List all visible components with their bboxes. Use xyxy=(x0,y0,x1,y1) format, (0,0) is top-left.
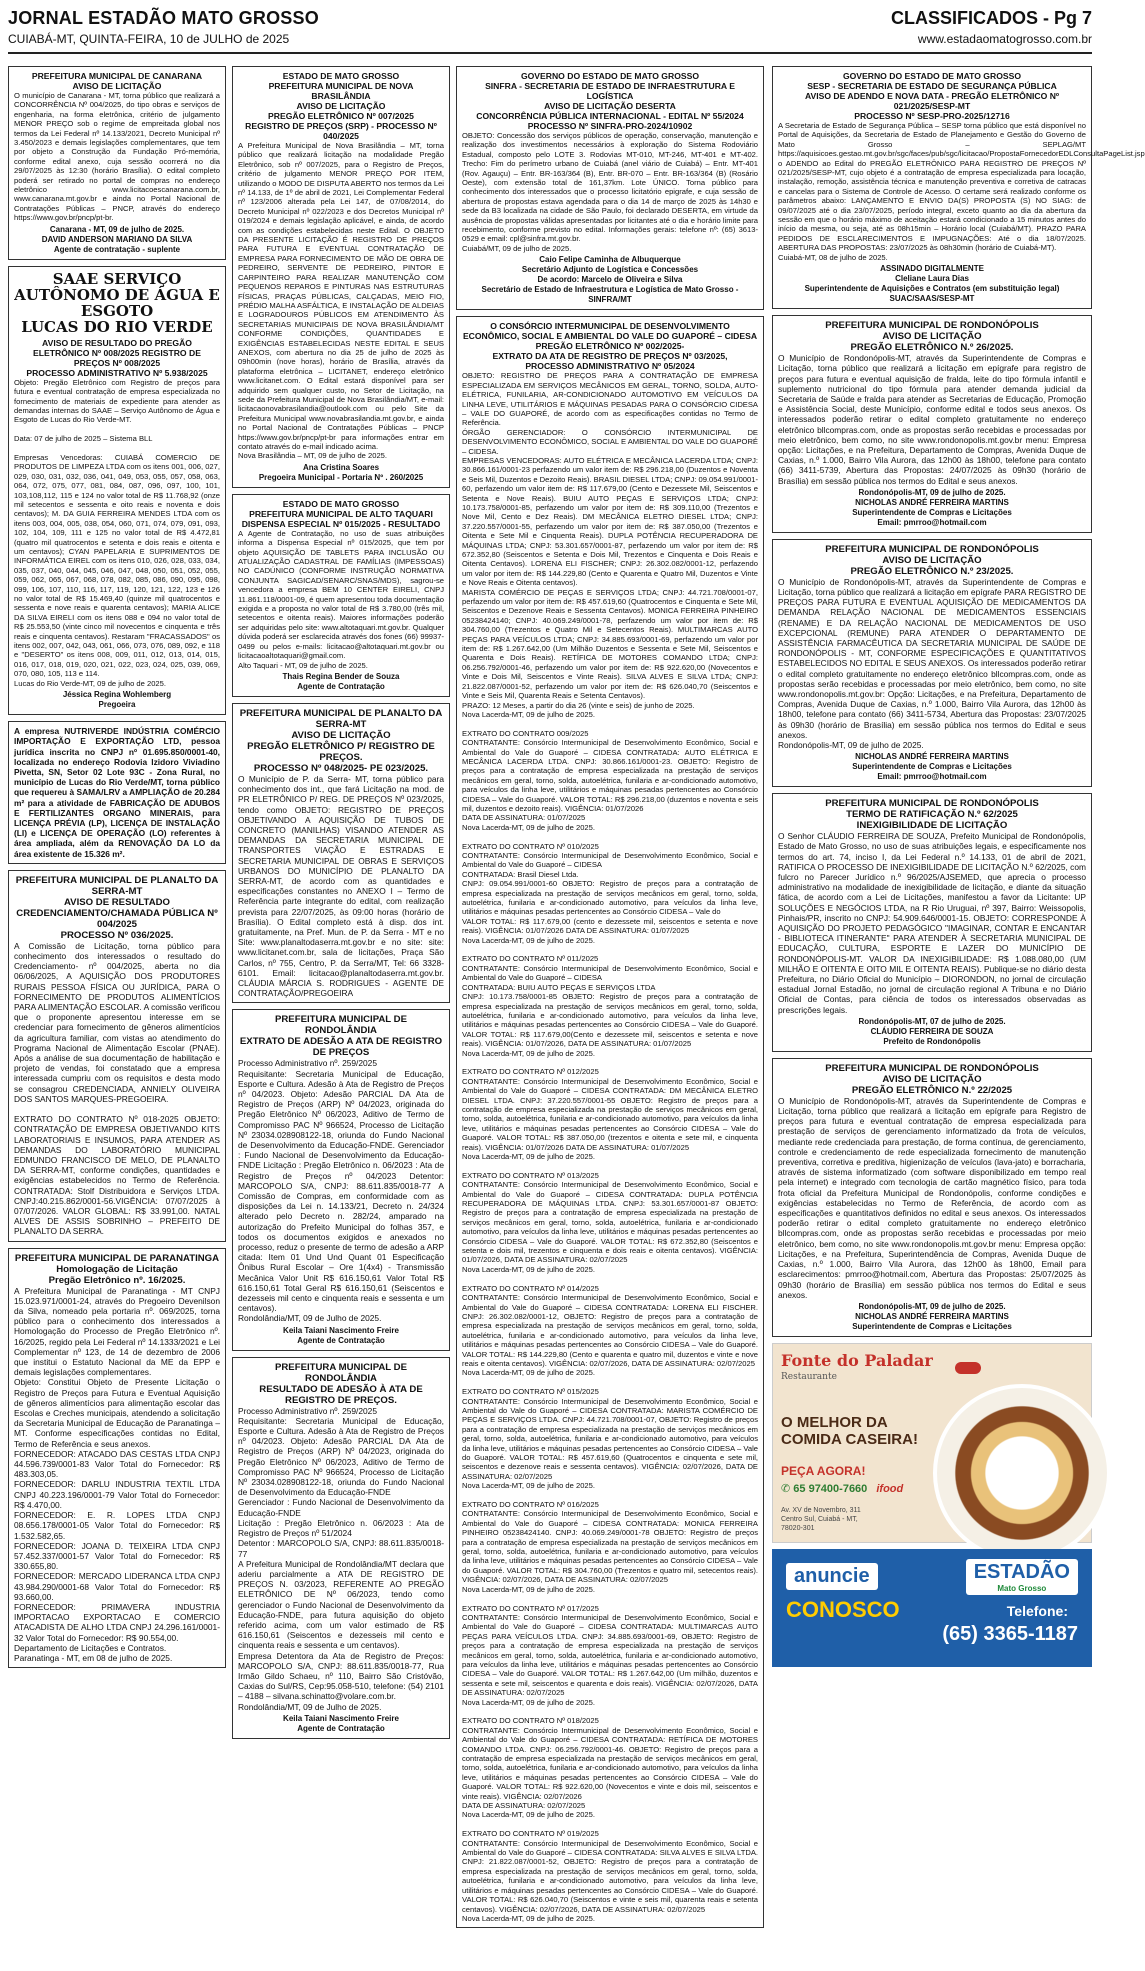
notice-signature: NICHOLAS ANDRÉ FERREIRA MARTINS Superintendente de Compras e Licitações Email: pmrroo@hotmail.com xyxy=(852,752,1012,782)
notice-alto-taquari xyxy=(232,494,450,697)
notice-signature: Rondonópolis-MT, 07 de julho de 2025. CLÁUDIO FERREIRA DE SOUZA Prefeito de Rondonópolis xyxy=(858,1016,1006,1046)
notice-signature: Jéssica Regina Wohlemberg Pregoeira xyxy=(62,690,172,710)
notice-nova-brasilandia xyxy=(232,66,450,488)
notice-body: O Município de P. da Serra- MT, torna público para conhecimento dos int., que fará Licitação na mod. de PR ELETRÔNICO P/ REG. DE PREÇOS Nº 023/2025, tendo como OBJETO: REGISTRO DE PREÇOS OBJETIVANDO A AQUISIÇÃO DE TUBOS DE CONCRETO (MANILHAS) VISANDO ATENDER AS DEMANDAS DA SECRETARIA MUNICIPAL DE TRANSPORTES VIAÇÃO E ESTRADAS E SECRETARIA MUNICIPAL DE OBRAS E SERVIÇOS URBANOS DO MUNICÍPIO DE PLANALTO DA SERRA-MT, de acordo com as quantidades e especificações constantes no ANEXO I – Termo de Referência parte integrante do edital, com realização prevista para 22/07/2025, às 09:00 horas (horário de Brasília). O Edital completo está à disp. dos int. gratuitamente, na Pref. Mun. de P. da Serra - MT e no Site: www.planaltodaserra.mt.gov.br e no site: site: www.licitanet.com.br, sala de licitações, Praça São Carlos, nº 755, Centro, P. da Serra/MT, Tel: 66 3328-6101. Email: licitacao@planaltodaserra.mt.gov.br. CLÁUDIA MÁRCIA S. RODRIGUES - AGENTE DE CONTRATAÇÃO/PREGOEIRA xyxy=(238,773,444,999)
notice-title: PREFEITURA MUNICIPAL DE RONDONÓPOLIS AVISO DE LICITAÇÃO PREGÃO ELETRÔNICO N.º 23/2025. xyxy=(825,543,1039,577)
notice-canarana xyxy=(8,66,226,260)
notice-planalto-pregao xyxy=(232,703,450,1003)
notice-planalto-credenciamento xyxy=(8,870,226,1242)
notice-title: PREFEITURA MUNICIPAL DE RONDOLÂNDIA EXTRATO DE ADESÃO A ATA DE REGISTRO DE PREÇOS xyxy=(239,1014,443,1059)
notice-body: O Senhor CLÁUDIO FERREIRA DE SOUZA, Prefeito Municipal de Rondonópolis, Estado de Mato Grosso, no uso de suas atribuições legais, e especificamente nos termos do art. 74, inciso I, da Lei Federal n.º 14.133, 01 de abril de 2021, RATIFICA O PROCESSO DE INEXIGIBILIDADE DE LICITAÇÃO N.º 62/2025, com fulcro no Parecer Jurídico n.º 96/2025/AJSEMED, que aprecia o processo administrativo na modalidade de inexigibilidade de licitação, e diante da situação fática, de acordo com a Lei de Licitações, manifestou a favor da Licitante: UP SOLUÇÕES E NEGÓCIOS LTDA, na R Rio Uruguai, nº 397, Bairro: Weissopolis, Pinhais/PR, inscrito no CNPJ: 54.909.646/0001-15. OBJETO: CORRESPONDE À AQUISIÇÃO DO PROJETO PEDAGÓGICO "IMAGINAR, CONTAR E ENCANTAR - BIBLIOTECA ITINERANTE" PARA ATENDER À SECRETARIA MUNICIPAL DE EDUCAÇÃO, CULTURA, ESPORTE E LAZER DO MUNICÍPIO DE RONDONÓPOLIS-MT. VALOR DA INEXIGIBILIDADE: R$ 1.088.080,00 (UM MILHÃO E OITENTA E OITO MIL E OITENTA REAIS). Publique-se no diário desta Prefeitura, no Diário Oficial do Município – DIORONDON, no jornal de circulação estadual Jornal Estadão, no jornal de circulação regional A Tribuna e no Diário Oficial de Contas, para ciência de todos os interessados observadas as prescrições legais. xyxy=(778,831,1086,1015)
newspaper-name: JORNAL ESTADÃO MATO GROSSO xyxy=(8,8,319,28)
ad-tagline: O MELHOR DA COMIDA CASEIRA! xyxy=(781,1413,918,1448)
notice-body: A empresa NUTRIVERDE INDÚSTRIA COMÉRCIO IMPORTAÇÃO E EXPORTAÇÃO LTD, pessoa jurídica inscrita no CNPJ nº 01.695.850/0001-40, localizada no endereço Rodovia Izidoro Viviadino Pivetta, SN, Setor 02 Lote 93C - Zona Rural, no município de Lucas do Rio Verde/MT, torna público que requereu à SAMA/LRV a AMPLIAÇÃO de 20.284 m² para a atividade de FABRICAÇÃO DE ADUBOS E FERTILIZANTES ORGANO MINERAIS, para LICENÇA PRÉVIA (LP), LICENÇA DE INSTALAÇÃO (LI) e LICENÇA DE OPERAÇÃO (LO) referentes à área ampliada, além da RENOVAÇÃO DA LO da área existente de 15.326 m². xyxy=(14,726,220,859)
notice-title: PREFEITURA MUNICIPAL DE RONDOLÂNDIA RESULTADO DE ADESÃO À ATA DE REGISTRO DE PREÇOS. xyxy=(259,1361,423,1406)
restaurant-ad[interactable] xyxy=(772,1343,1092,1543)
notice-title: PREFEITURA MUNICIPAL DE RONDONÓPOLIS TERMO DE RATIFICAÇÃO N.º 62/2025 INEXIGIBILIDADE DE LICITAÇÃO xyxy=(825,798,1039,832)
notice-body: Objeto: Pregão Eletrônico com Registro de preços para futura e eventual contratação de empresa especializada no fornecimento de materiais de expediente para atender as demandas internas do SAAE – Serviço Autônomo de Água e Esgoto de Lucas do Rio Verde-MT. Data: 07 de julho de 2025 – Sistema BLL Empresas Vencedoras: CUIABÁ COMERCIO DE PRODUTOS DE LIMPEZA LTDA com os itens 001, 006, 027, 029, 030, 031, 032, 036, 041, 049, 053, 055, 057, 058, 063, 064, 072, 075, 077, 081, 084, 087, 096, 097, 100, 101, 103,108,112, 115 e 124 no valor total de R$ 11.768,92 (onze mil setecentos e sessenta e oito reais e noventa e dois centavos); M. DA GUIA FERREIRA MENDES LTDA com os itens 003, 004, 005, 038, 054, 060, 071, 074, 079, 091, 093, 102, 104, 109, 111 e 125 no valor total de R$ 4.472,81 (quatro mil quatrocentos e setenta e dois reais e oitenta e um centavos); CYAN PAPELARIA E SUPRIMENTOS DE INFORMÁTICA EIREL com os itens 010, 026, 028, 033, 034, 035, 037, 040, 044, 045, 046, 047, 048, 050, 051, 052, 055, 059, 062, 065, 067, 068, 078, 082, 085, 086, 090, 095, 098, 099, 106, 107, 110, 116, 117, 119, 120, 121, 122, 123 e 126 no valor total de R$ 15.469,40 (quinze mil quatrocentos e sessenta e nove reais e quarenta centavos); MARIA ALICE DA SILVA EIRELI com os itens 088 e 094 no valor total de R$ 25.553,50 (vinte cinco mil novecentos e cinquenta e três reais e cinquenta centavos). Restaram "FRACASSADOS" os itens 002, 007, 042, 043, 061, 066, 073, 076, 089, 092, e 118 e "DESERTO" os itens 008, 009, 011, 012, 013, 014, 015, 016, 017, 018, 019, 020, 021, 022, 023, 024, 025, 039, 069, 070, 080, 105, 113 e 114. Lucas do Rio Verde-MT, 09 de julho de 2025. xyxy=(14,377,220,688)
column-4 xyxy=(772,66,1145,1963)
notice-sinfra xyxy=(456,66,764,310)
column-2 xyxy=(232,66,450,1963)
page-header xyxy=(8,6,1092,54)
notice-title: GOVERNO DO ESTADO DE MATO GROSSO SINFRA - SECRETARIA DE ESTADO DE INFRAESTRUTURA E LOGÍSTICA AVISO DE LICITAÇÃO DESERTA CONCORRÊNCIA PÚBLICA INTERNACIONAL - EDITAL Nº 55/2024 PROCESSO Nº SINFRA-PRO-2024/10902 xyxy=(476,71,744,131)
website-link[interactable]: www.estadaomatogrosso.com.br xyxy=(917,32,1092,46)
notice-rondonopolis-23 xyxy=(772,539,1092,787)
notice-signature: Keila Taiani Nascimento Freire Agente de Contratação xyxy=(283,1325,399,1345)
restaurant-logo: Fonte do Paladar Restaurante xyxy=(781,1350,933,1382)
column-1 xyxy=(8,66,226,1963)
column-3 xyxy=(456,66,764,1963)
notice-title: PREFEITURA MUNICIPAL DE PARANATINGA Homologação de Licitação Pregão Eletrônico nº. 16/2025. xyxy=(14,1252,220,1286)
pepper-icon xyxy=(955,1362,981,1374)
notice-signature: Canarana - MT, 09 de julho de 2025. DAVID ANDERSON MARIANO DA SILVA Agente de contratação - suplente xyxy=(41,224,193,254)
notice-body: A Prefeitura Municipal de Nova Brasilândia – MT, torna público que realizará licitação na modalidade Pregão Eletrônico, sob nº 007/2025, para o Registro de Preços, critério de julgamento MENOR PREÇO POR ITEM, utilizando o MODO DE DISPUTA ABERTO nos termos da Lei nº 14.133, de 1º de abril de 2021, Lei Complementar Federal nº 123/2006 alterada pela Lei 147, de 07/08/2014, do Decreto Municipal nº 022/2023 e dos Decretos Municipal nº 019/2024 e demais legislação aplicável, e ainda, de acordo com as condições estabelecidas neste Edital. O OBJETO DA PRESENTE LICITAÇÃO É REGISTRO DE PREÇOS PARA FUTURA E EVENTUAL CONTRATAÇÃO DE EMPRESA PARA FORNECIMENTO DE MÃO DE OBRA DE PEDREIRO, SERVENTE DE PEDREIRO, PINTOR E CARPINTEIRO PARA REALIZAR MANUTENÇÃO COM PEQUENOS REPAROS E PINTURAS NAS ESTRUTURAS FÍSICAS, PRAÇAS PÚBLICAS, CALÇADAS, MEIO FIO, PRÉDIO MALHA ASFÁLTICA, E INSTALAÇÃO DE ALDEIAS E LOGRADOUROS PÚBLICOS EM ATENDIMENTO ÀS SECRETARIAS MUNICIPAIS DE NOVA BRASILÂNDIA/MT CONFORME CONDIÇÕES, QUANTIDADES E EXIGÊNCIAS ESTABELECIDAS NESTE EDITAL E SEUS ANEXOS, com abertura no dia 25 de julho de 2025 às 09h00min (nove horas), horário de Brasília, através da plataforma eletrônica – LICITANET, endereço eletrônico www.licitanet.com. O Edital estará disponível para ser adquirido sem qualquer custo, no Setor de Licitação, na sede da Prefeitura Municipal de Nova Brasilândia/MT, e-mail: licitacaonovabrasilandia@outlook.com ou pelo Site da Prefeitura Municipal www.novabrasilandia.mt.gov.br, e ainda no Portal Nacional de Contratações Públicas – PNCP https://www.gov.br/pncp/pt-br para informações entrar em contato através do e-mail indicado acima. Nova Brasilândia – MT, 09 de julho de 2025. xyxy=(238,141,444,461)
notice-body: Processo Administrativo nº. 259/2025 Requisitante: Secretaria Municipal de Educação, Esporte e Cultura. Adesão à Ata de Registro de Preços nº 04/2023. Objeto: Adesão PARCIAL DA Ata de Registro de Preços (ARP) Nº 04/2023, originada do Pregão Eletrônico Nº 06/2023, Aditivo de Termo de Compromisso PAC Nº 966524, Processo de Licitação Nº 23034.028908122-18, oriunda do Fundo Nacional de Desenvolvimento da Educação-FNDE. Gerenciador : Fundo Nacional de Desenvolvimento da Educação-FNDE Licitação : Pregão Eletrônico n. 06/2023 : Ata de Registro de Preços nº 04/2023 Detentor: MARCOPOLO S/A, CNPJ: 88.611.835/0018-77 A Comissão de Compras, em conformidade com as disposições da Lei n. 14.133/21, Decreto n. 24/324 alterado pelo Decreto n. 282/24, amparado na autorização do Prefeito Municipal do folhas 357, e todos os documentos exigidos e anexados no processo, reduz o presente de termo de adesão a ARP citada: Item 01 Und Und Quant 01 Especificação Ônibus Rural Escolar – Ore 1(4x4) - Transmissão Mecânica Valor Unit R$ 616.150,61 Valor Total R$ 616.150,61 Total Geral R$ 616.150,61 (Seiscentos e dezesseis mil cento e cinquenta reais e sessenta e um centavos). Rondolândia/MT, 09 de Julho de 2025. xyxy=(238,1058,444,1324)
notice-signature: Thais Regina Bender de Souza Agente de Contratação xyxy=(282,671,400,691)
notice-title: PREFEITURA MUNICIPAL DE PLANALTO DA SERRA-MT AVISO DE RESULTADO CREDENCIAMENTO/CHAMADA PÚBLICA Nº 004/2025 PROCESSO Nº 036/2025. xyxy=(15,874,219,941)
notice-body: O Município de Rondonópolis-MT, através da Superintendente de Compras e Licitação, torna público que realizará a licitação em epígrafe para Registro de preços para futura e eventual contratação de empresa especializada para prestação de serviços de gerenciamento informatizado da frota de veículos, mediante rede credenciada para prestação, de forma contínua, de gerenciamento, controle e credenciamento de rede especializada fornecimento de manutenção preventiva, corretiva e preditiva, higienização de veículos (lava-jato) e borracharia, através de sistema informatizado (com software disponibilizado em tempo real pela internet) e integrado com tecnologia de cartão magnético físico, para toda frota oficial da Prefeitura Municipal de Rondonópolis, conforme condições e exigências estabelecidas no Termo de Referência, de acordo com as especificações e quantitativos definidos no edital e seus anexos. Os interessados poderão retirar o edital completo gratuitamente no endereço eletrônico bllcompras.com, onde as propostas serão recebidas e processadas por meio eletrônico, bem como, no site www.rondonopolis.mt.gov.br menu: Empresa opção: Licitações, e na Prefeitura, Superintendência de Compras, Avenida Duque de Caxias, n.º 1.000, Bairro Vila Aurora, das 12h00 às 18h00, Email para esclarecimentos: pmrroo@hotmail.com, Abertura das Propostas: 25/07/2025 às 09h30 (horário de Brasília) em sessão pública nos termos do Edital e seus anexos. xyxy=(778,1095,1086,1300)
notice-title: ESTADO DE MATO GROSSO PREFEITURA MUNICIPAL DE ALTO TAQUARI DISPENSA ESPECIAL Nº 015/2025 - RESULTADO xyxy=(241,498,441,529)
notice-signature: Ana Cristina Soares Pregoeira Municipal - Portaria Nº . 260/2025 xyxy=(258,462,424,482)
notice-signature: Rondonópolis-MT, 09 de julho de 2025. NICHOLAS ANDRÉ FERREIRA MARTINS Superintendente de Compras e Licitações Email: pmrroo@hotmail.com xyxy=(852,487,1012,527)
notice-cidesa xyxy=(456,316,764,1928)
phone-label: Telefone: xyxy=(1006,1602,1068,1619)
notice-nutriverde xyxy=(8,721,226,864)
food-plate-image xyxy=(933,1384,1111,1562)
whatsapp-phone: ✆ 65 97400-7660 ifood xyxy=(781,1482,904,1495)
notice-signature: Keila Taiani Nascimento Freire Agente de Contratação xyxy=(283,1713,399,1733)
notice-body: O Município de Rondonópolis-MT, através da Superintendente de Compras e Licitação, torna público que realizará a licitação em epígrafe PARA REGISTRO DE PREÇOS PARA FUTURA E EVENTUAL AQUISIÇÃO DE MEDICAMENTOS DA DEMANDA RELAÇÃO NACIONAL DE MEDICAMENTOS ESSENCIAIS (RENAME) E DA RELAÇÃO NACIONAL DE MEDICAMENTOS DE USO EXCEPCIONAL (REMUNE) PARA ATENDER O DEPARTAMENTO DE ASSISTÊNCIA FARMACÊUTICA DA SECRETARIA MUNICIPAL DE SAÚDE DE RONDONÓPOLIS - MT, CONFORME ESPECIFICAÇÕES E QUANTITATIVOS ESTABELECIDOS NO EDITAL E SEUS ANEXOS. Os interessados poderão retirar o edital completo gratuitamente no endereço eletrônico bllcompras.com, onde as propostas serão recebidas e processadas por meio eletrônico, bem como, no site www.rondonopolis.mt.gov.br: Opção: Licitações, e na Prefeitura, Departamento de Compras, Avenida Duque de Caxias, n.º 1.000, Bairro Vila Aurora, das 12h00 às 18h00, telefone para contato (66) 3411-5734, Abertura das Propostas: 23/07/2025 às 09h30 (horário de Brasília) em sessão pública nos termos do Edital e seus anexos. Rondonópolis-MT, 09 de julho de 2025. xyxy=(778,576,1086,750)
notice-subtitle: AVISO DE RESULTADO DO PREGÃO ELETRÔNICO Nº 008/2025 REGISTRO DE PREÇOS Nº 008/2025 PROCESSO ADMINISTRATIVO Nº 5.938/2025 xyxy=(26,337,208,378)
notice-rondonopolis-26 xyxy=(772,315,1092,533)
notice-sesp xyxy=(772,66,1145,309)
notice-body: OBJETO: REGISTRO DE PREÇOS PARA A CONTRATAÇÃO DE EMPRESA ESPECIALIZADA EM SERVIÇOS MECÂNICOS EM GERAL, TORNO, SOLDA, AUTO-ELÉTRICA, FUNILARIA, AR-CONDICIONADO AUTOMOTIVO EM VEÍCULOS DA LINHA LEVE, UTILITÁRIOS E MÁQUINAS PESADAS PARA O CONSÓRCIO CIDESA – VALE DO GUAPORÉ, de acordo com as especificações contidas no Termo de Referência. ÓRGÃO GERENCIADOR: O CONSÓRCIO INTERMUNICIPAL DE DESENVOLVIMENTO ECONÔMICO, SOCIAL E AMBIENTAL DO VALE DO GUAPORÉ – CIDESA. EMPRESAS VENCEDORAS: AUTO ELÉTRICA E MECÂNICA LACERDA LTDA; CNPJ: 30.866.161/0001-23 perfazendo um valor item de: R$ 296.218,00 (Duzentos e Noventa e Seis Mil, Duzentos e Dezoito Reais). BRASIL DIESEL LTDA; CNPJ: 09.054.991/0001-60, perfazendo um valor item de: R$ 117.679,00 (Cento e Dezessete Mil, Seiscentos e Setenta e Nove Reais). BUIU AUTO PEÇAS E SERVIÇOS LTDA; CNPJ: 10.173.758/0001-85, perfazendo um valor por item de: R$ 309.110,00 (Trezentos e Nove Mil, Cento e Dez Reais). DM MECÂNICA ELETRO DIESEL LTDA; CNPJ: 37.220.557/0001-55, perfazendo um valor por item de: R$ 387.050,00 (Trezentos e Oitenta e Sete Mil e Cinquenta Reais). DUPLA POTÊNCIA RECUPERADORA DE MÁQUINAS LTDA; CNPJ: 53.301.657/0001-87, perfazendo um valor por item de: R$ 672.352,80 (Seiscentos e Setenta e Dois Mil, Trezentos e Cinquenta e Dois Reais e Oitenta Centavos). LORENA ELI FISCHER; CNPJ: 26.302.082/0001-12, perfazendo um valor por item de: R$ 144.229,80 (Cento e Quarenta e Quatro Mil, Duzentos e Vinte e Nove Reais e Oitenta centavos). MARISTA COMÉRCIO DE PEÇAS E SERVIÇOS LTDA; CNPJ: 44.721.708/0001-07, perfazendo um valor por item de: R$ 457.619,60 (Quatrocentos e Cinquenta e Sete Mil, Seiscentos e Dezenove Reais e Sessenta Centavos). MONICA FERREIRA PINHEIRO 05238424140; CNPJ: 40.069.249/0001-78, perfazendo um valor por item de: R$ 304.760,00 (Trezentos e Quatro Mil e Setecentos Reais). MULTIMARCAS AUTO PEÇAS PARA VEÍCULOS LTDA; CNPJ: 34.885.693/0001-69, perfazendo um valor por item de: R$ 1.267.642,00 (Um Milhão Duzentos e Sessenta e Sete Mil, Seiscentos e Quarenta e Dois Reais). RETÍFICA DE MOTORES COMANDO LTDA; CNPJ: 06.256.792/0001-46, perfazendo um valor por item de: R$ 922.620,00 (Novecentos e Vinte e Dois Mil, Seiscentos e Vinte Reais). SILVA ALVES E SILVA LTDA; CNPJ: 21.822.087/0001-52, perfazendo um valor por item de: R$ 626.040,70 (Seiscentos e Vinte e Seis Mil, Quarenta Reais e Setenta Centavos). PRAZO: 12 Meses, a partir do dia 26 (vinte e seis) de junho de 2025. Nova Lacerda-MT, 09 de julho de 2025. EXTRATO DO CONTRATO 009/2025 CONTRATANTE: Consórcio Intermunicipal de Desenvolvimento Econômico, Social e Ambiental do Vale do Guaporé – CIDESA CONTRATADA: AUTO ELÉTRICA E MECÂNICA LACERDA LTDA. CNPJ: 30.866.161/0001-23. OBJETO: Registro de preços para a contratação de empresa especializada na prestação de serviços mecânicos em geral, torno, solda, autoelétrica, funilaria e ar-condicionado automotivo, para veículos da linha leve, utilitários e máquinas pesadas pertencentes ao Consórcio CIDESA – Vale do Guaporé. VALOR TOTAL: R$ 296.218,00 (duzentos e noventa e seis mil, duzentos e dezoito reais). VIGÊNCIA: 01/07/2026 DATA DE ASSINATURA: 01/07/2025 Nova Lacerda-MT, 09 de julho de 2025. EXTRATO DO CONTRATO Nº 010/2025 CONTRATANTE: Consórcio Intermunicipal de Desenvolvimento Econômico, Social e Ambiental do Vale do Guaporé – CIDESA CONTRATADA: Brasil Diesel Ltda. CNPJ: 09.054.991/0001-60 OBJETO: Registro de preços para a contratação de empresa especializada na prestação de serviços mecânicos em geral, torno, solda, autoelétrica, funilaria e ar-condicionado automotivo, para veículos da linha leve, utilitários e máquinas pesadas pertencentes ao Consórcio CIDESA – Vale do VALOR TOTAL: R$ 117.679,00 (cento e dezessete mil, seiscentos e setenta e nove reais). VIGÊNCIA: 01/07/2026 DATA DE ASSINATURA: 01/07/2025 Nova Lacerda-MT, 09 de julho de 2025. EXTRATO DO CONTRATO Nº 011/2025 CONTRATANTE: Consórcio Intermunicipal de Desenvolvimento Econômico, Social e Ambiental do Vale do Guaporé – CIDESA CONTRATADA: BUIU AUTO PEÇAS E SERVIÇOS LTDA CNPJ: 10.173.758/0001-85 OBJETO: Registro de preços para a contratação de empresa especializada na prestação de serviços mecânicos em geral, torno, solda, autoelétrica, funilaria e ar-condicionado automotivo, para veículos da linha leve, utilitários e máquinas pesadas pertencentes ao Consórcio CIDESA – Vale do Guaporé. VALOR TOTAL: R$ 117.679,00(Cento e dezessete mil, seiscentos e setenta e nove reais). VIGÊNCIA: 01/07/2026, DATA DE ASSINATURA: 01/07/2025 Nova Lacerda-MT, 09 de julho de 2025. EXTRATO DO CONTRATO Nº 012/2025 CONTRATANTE: Consórcio Intermunicipal de Desenvolvimento Econômico, Social e Ambiental do Vale do Guaporé – CIDESA CONTRATADA: DM MECÂNICA ELETRO DIESEL LTDA. CNPJ: 37.220.557/0001-55 OBJETO: Registro de preços para a contratação de empresa especializada na prestação de serviços mecânicos em geral, torno, solda, autoelétrica, funilaria e ar-condicionado automotivo, para veículos da linha leve, utilitários e máquinas pesadas pertencentes ao Consórcio CIDESA – Vale do Guaporé. VALOR TOTAL: R$ 387.050,00 (trezentos e oitenta e sete mil, e cinquenta reais). VIGÊNCIA: 01/07/2026 DATA DE ASSINATURA: 01/07/2025 Nova Lacerda-MT, 09 de julho de 2025. EXTRATO DO CONTRATO Nº 013/2025 CONTRATANTE: Consórcio Intermunicipal de Desenvolvimento Econômico, Social e Ambiental do Vale do Guaporé – CIDESA CONTRATADA: DUPLA POTÊNCIA RECUPERADORA DE MÁQUINAS LTDA. CNPJ: 53.301.657/0001-87 OBJETO: Registro de preços para a contratação de empresa especializada na prestação de serviços mecânicos em geral, torno, solda, autoelétrica, funilaria e ar-condicionado automotivo, para veículos da linha leve, utilitários e máquinas pesadas pertencentes ao Consórcio CIDESA – Vale do Guaporé. VALOR TOTAL: R$ 672.352,80 (Seiscentos e setenta e dois mil, trezentos e cinquenta e dois reais e oitenta centavos). VIGÊNCIA: 01/07/2026, DATA DE ASSINATURA: 02/07/2025 Nova Lacerda-MT, 09 de julho de 2025. EXTRATO DO CONTRATO Nº 014/2025 CONTRATANTE: Consórcio Intermunicipal de Desenvolvimento Econômico, Social e Ambiental do Vale do Guaporé – CIDESA CONTRATADA: LORENA ELI FISCHER. CNPJ: 26.302.082/0001-12, OBJETO: Registro de preços para a contratação de empresa especializada na prestação de serviços mecânicos em geral, torno, solda, autoelétrica, funilaria e ar-condicionado automotivo, para veículos da linha leve, utilitários e máquinas pesadas pertencentes ao Consórcio CIDESA – Vale do Guaporé. VALOR TOTAL: R$ 144.229,80 (Cento e quarenta e quatro mil, duzentos e vinte e nove reais e oitenta centavos). VIGÊNCIA: 02/07/2026, DATA DE ASSINATURA: 02/07/2025 Nova Lacerda-MT, 09 de julho de 2025. EXTRATO DO CONTRATO Nº 015/2025 CONTRATANTE: Consórcio Intermunicipal de Desenvolvimento Econômico, Social e Ambiental do Vale do Guaporé – CIDESA CONTRATADA: MARISTA COMÉRCIO DE PEÇAS E SERVIÇOS LTDA. CNPJ: 44.721.708/0001-07, OBJETO: Registro de preços para a contratação de empresa especializada na prestação de serviços mecânicos em geral, torno, solda, autoelétrica, funilaria e ar-condicionado automotivo, para veículos da linha leve, utilitários e máquinas pesadas pertencentes ao Consórcio CIDESA – Vale do Guaporé. VALOR TOTAL: R$ 457.619,60 (Quatrocentos e cinquenta e sete mil, seiscentos e dezenove reais e sessenta centavos). VIGÊNCIA: 02/07/2026, DATA DE ASSINATURA: 02/07/2025 Nova Lacerda-MT, 09 de julho de 2025. EXTRATO DO CONTRATO Nº 016/2025 CONTRATANTE: Consórcio Intermunicipal de Desenvolvimento Econômico, Social e Ambiental do Vale do Guaporé – CIDESA CONTRATADA: MONICA FERREIRA PINHEIRO 05238424140. CNPJ: 40.069.249/0001-78 OBJETO: Registro de preços para a contratação de empresa especializada na prestação de serviços mecânicos em geral, torno, solda, autoelétrica, funilaria e ar-condicionado automotivo, para veículos da linha leve, utilitários e máquinas pesadas pertencentes ao Consórcio CIDESA – Vale do Guaporé. VALOR TOTAL: R$ 304.760,00 (Trezentos e quatro mil, setecentos reais). VIGÊNCIA: 02/07/2026, DATA DE ASSINATURA: 02/07/2025 Nova Lacerda-MT, 09 de julho de 2025. EXTRATO DO CONTRATO Nº 017/2025 CONTRATANTE: Consórcio Intermunicipal de Desenvolvimento Econômico, Social e Ambiental do Vale do Guaporé – CIDESA CONTRATADA: MULTIMARCAS AUTO PEÇAS PARA VEÍCULOS LTDA. CNPJ: 34.885.693/0001-69, OBJETO: Registro de preços para a contratação de empresa especializada na prestação de serviços mecânicos em geral, torno, solda, autoelétrica, funilaria e ar-condicionado automotivo, para veículos da linha leve, utilitários e máquinas pesadas pertencentes ao Consórcio CIDESA – Vale do Guaporé. VALOR TOTAL: R$ 1.267.642,00 (Um milhão, duzentos e sessenta e sete mil, seiscentos e quarenta e dois reais). VIGÊNCIA: 02/07/2026, DATA DE ASSINATURA: 02/07/2025 Nova Lacerda-MT, 09 de julho de 2025. EXTRATO DO CONTRATO Nº 018/2025 CONTRATANTE: Consórcio Intermunicipal de Desenvolvimento Econômico, Social e Ambiental do Vale do Guaporé – CIDESA CONTRATADA: RETÍFICA DE MOTORES COMANDO LTDA. CNPJ: 06.256.792/0001-46. OBJETO: Registro de preços para a contratação de empresa especializada na prestação de serviços mecânicos em geral, torno, solda, autoelétrica, funilaria e ar-condicionado automotivo, para veículos da linha leve, utilitários e máquinas pesadas pertencentes ao Consórcio CIDESA – Vale do Guaporé. VALOR TOTAL: R$ 922.620,00 (Novecentos e vinte e dois mil, seiscentos e vinte reais). VIGÊNCIA: 02/07/2026 DATA DE ASSINATURA: 02/07/2025 Nova Lacerda-MT, 09 de julho de 2025. EXTRATO DO CONTRATO Nº 019/2025 CONTRATANTE: Consórcio Intermunicipal de Desenvolvimento Econômico, Social e Ambiental do Vale do Guaporé – CIDESA CONTRATADA: SILVA ALVES E SILVA LTDA. CNPJ: 21.822.087/0001-52, OBJETO: Registro de preços para a contratação de empresa especializada na prestação de serviços mecânicos em geral, torno, solda, autoelétrica, funilaria e ar-condicionado automotivo, para veículos da linha leve, utilitários e máquinas pesadas pertencentes ao Consórcio CIDESA – Vale do Guaporé. VALOR TOTAL: R$ 626.040,70 (Seiscentos e vinte e seis mil, quarenta reais e setenta centavos). VIGÊNCIA: 02/07/2026, DATA DE ASSINATURA: 02/07/2025 Nova Lacerda-MT, 09 de julho de 2025. xyxy=(462,371,759,1923)
notice-title: PREFEITURA MUNICIPAL DE PLANALTO DA SERRA-MT AVISO DE LICITAÇÃO PREGÃO ELETRÔNICO P/ REGISTRO DE PREÇOS. PROCESSO Nº 048/2025- PE 023/2025. xyxy=(239,707,443,774)
notice-paranatinga xyxy=(8,1248,226,1669)
restaurant-address: Av. XV de Novembro, 311 Centro Sul, Cuiabá - MT, 78020-301 xyxy=(781,1506,861,1532)
notice-title: ESTADO DE MATO GROSSO PREFEITURA MUNICIPAL DE NOVA BRASILÂNDIA AVISO DE LICITAÇÃO PREGÃO ELETRÔNICO Nº 007/2025 REGISTRO DE PREÇOS (SRP) - PROCESSO Nº 040/2025 xyxy=(245,71,437,141)
advertise-banner[interactable] xyxy=(772,1549,1092,1667)
notice-body: O município de Canarana - MT, torna público que realizará a CONCORRÊNCIA Nº 004/2025, do tipo obras e serviços de engenharia, na forma eletrônica, critério de julgamento MENOR PREÇO sob o regime de empreitada global nos termos da Lei Federal nº 14.133/2021, Decreto Municipal nº 3.450/2023 e demais legislações complementares, que tem por objeto a Construção da Fundação Pró-memória, conforme edital anexo, cuja sessão ocorrerá no dia 29/07/2025 às 12:30 (horário Brasília). O edital completo poderá ser retirado no portal de compras no endereço eletrônico www.licitacoescanarana.com.br, www.canarana.mt.gov.br e ainda no Portal Nacional de Contratações Públicas – PNCP, através do endereço https://www.gov.br/pncp/pt-br. xyxy=(14,91,220,223)
notice-title: PREFEITURA MUNICIPAL DE CANARANA AVISO DE LICITAÇÃO xyxy=(31,71,203,91)
advertise-label: anuncie xyxy=(786,1563,878,1590)
notice-signature: Caio Felipe Caminha de Albuquerque Secretário Adjunto de Logística e Concessões De acordo: Marcelo de Oliveira e Silva Secretário de Estado de Infraestrutura e Logística de Mato Grosso - SINFRA/MT xyxy=(481,255,739,305)
section-title: CLASSIFICADOS - Pg 7 xyxy=(890,8,1092,28)
notice-rondonopolis-22 xyxy=(772,1058,1092,1337)
notice-title: O CONSÓRCIO INTERMUNICIPAL DE DESENVOLVIMENTO ECONÔMICO, SOCIAL E AMBIENTAL DO VALE DO GUAPORÉ – CIDESA PREGÃO ELETRÔNICO Nº 002/2025- EXTRATO DA ATA DE REGISTRO DE PREÇOS Nº 03/2025, PROCESSO ADMINISTRATIVO Nº 05/2024 xyxy=(462,321,758,372)
notice-body: O Município de Rondonópolis-MT, através da Superintendente de Compras e Licitação, torna público que realizará a licitação em epígrafe para registro de preços para futura e eventual aquisição de fralda, leite do tipo fórmula infantil e suplemento nutricional do tipo fórmula para atender demanda judicial da Secretaria de Saúde e fralda para atender as Secretarias de Educação, Promoção e Assistência Social, deste Município, conforme edital e todos seus anexos. Os interessados poderão retirar o edital completo gratuitamente no endereço eletrônico bllcompras.com, onde as propostas serão recebidas e processadas por meio eletrônico, bem como, no site www.rondonopolis.mt.gov.br menu: Empresa opção: Licitações, e na Prefeitura, Departamento de Compras, Avenida Duque de Caxias, n.º 1.000, Bairro Vila Aurora, das 12h00 às 18h00, telefone para contato (66) 3411-5739, Abertura das Propostas: 24/07/2025 às 09h30 (horário de Brasília) em sessão pública nos termos do Edital e seus anexos. xyxy=(778,353,1086,486)
notice-body: A Agente de Contratação, no uso de suas atribuições informa a Dispensa Especial nº 015/2025, que tem por objeto AQUISIÇÃO DE TABLETS PARA INCLUSÃO OU ATUALIZAÇÃO CADASTRAL DE FAMÍLIAS (IMPESSOAS) NO CADÚNICO (CONFORME INSTRUÇÃO NORMATIVA CONJUNTA SAGICAD/SENARC/SNAS/MDS), sagrou-se vencedora a empresa BEM 10 CENTER EIRELI, CNPJ 11.861.118/0001-09, é quem apresentou toda documentação exigida e a proposta no valor total de R$ 3.780,00 (três mil, setecentos e oitenta reais). Maiores informações poderão ser adquiridas pelo site: www.altotaquari.mt.gov.br. Qualquer dúvida poderá ser esclarecida através dos fones (66) 99937-0499 ou pelos e-mails: licitacao@altotaquari.mt.gov.br ou licitacaoaltotaquari@gmail.com. Alto Taquari - MT, 09 de julho de 2025. xyxy=(238,528,444,670)
estadao-logo: ESTADÃO Mato Grosso xyxy=(966,1559,1078,1595)
notice-title: PREFEITURA MUNICIPAL DE RONDONÓPOLIS AVISO DE LICITAÇÃO PREGÃO ELETRÔNICO N.º 26/2025. xyxy=(825,320,1039,354)
phone-number[interactable]: (65) 3365-1187 xyxy=(942,1622,1078,1645)
notice-body: Processo Administrativo nº. 259/2025 Requisitante: Secretaria Municipal de Educação, Esporte e Cultura. Adesão à Ata de Registro de Preços nº 04/2023. Objeto: Adesão PARCIAL DA Ata de Registro de Preços (ARP) Nº 04/2023, originada do Pregão Eletrônico Nº 06/2023, Aditivo de Termo de Compromisso PAC Nº 966524, Processo de Licitação Nº 23034.028908122-18, oriunda do Fundo Nacional de Desenvolvimento da Educação-FNDE Gerenciador : Fundo Nacional de Desenvolvimento da Educação-FNDE Licitação : Pregão Eletrônico n. 06/2023 : Ata de Registro de Preços nº 51/2024 Detentor : MARCOPOLO S/A, CNPJ: 88.611.835/0018-77 A Prefeitura Municipal de Rondolândia/MT declara que aderiu parcialmente a ATA DE REGISTRO DE PREÇOS N. 03/2023, REFERENTE AO PREGÃO ELETRÔNICO DE Nº 06/2023, tendo como gerenciador o Fundo Nacional de Desenvolvimento da Educação-FNDE, para futura aquisição do objeto referido acima, com um valor estimado de R$ 616.150,61 (Seiscentos e dezesseis mil cento e cinquenta reais e sessenta e um centavos). Empresa Detentora da Ata de Registro de Preços: MARCOPOLO S/A, CNPJ: 88.611.835/0018-77, Rua Irmão Gildo Schaeu, nº 110, Bairro São Cristóvão, Caxias do Sul/RS, Cep:95.058-510, telefone: (54) 2101 – 4188 – silvana.schinatto@volare.com.br. Rondolândia/MT, 09 de Julho de 2025. xyxy=(238,1405,444,1712)
notice-title: PREFEITURA MUNICIPAL DE RONDONÓPOLIS AVISO DE LICITAÇÃO PREGÃO ELETRÔNICO N.º 22/2025 xyxy=(825,1062,1039,1096)
notice-rondolandia-extrato xyxy=(232,1009,450,1350)
notice-title: SAAE SERVIÇO AUTÔNOMO DE ÁGUA E ESGOTO LUCAS DO RIO VERDE xyxy=(14,269,220,336)
notice-saae xyxy=(8,266,226,715)
issue-date: CUIABÁ-MT, QUINTA-FEIRA, 10 de JULHO de 2025 xyxy=(8,32,290,46)
notice-body: A Comissão de Licitação, torna público para conhecimento dos interessados o resultado do Credenciamento- nº 004/2025, aberta no dia 06/06/2025, A AQUISIÇÃO DOS PRODUTORES RURAIS PESSOA FÍSICA OU JURÍDICA, PARA O FORNECIMENTO DE PRODUTOS ALIMENTÍCIOS PARA ALIMENTAÇÃO ESCOLAR. A comissão verificou que o proponente apresentou interesse em se credenciar para fornecimento de gêneros alimentícios da agricultura familiar, com vistas ao atendimento do Programa Nacional de Alimentação Escolar (PNAE). Após a análise de sua documentação de habilitação e projeto de vendas, foi constatado que a empresa interessada cumpriu com os requisitos e desta modo se consagrou CREDENCIADA, ANNIELY OLIVEIRA DOS SANTOS MARQUES-PREGOEIRA. EXTRATO DO CONTRATO Nº 018-2025 OBJETO: CONTRATAÇÃO DE EMPRESA OBJETIVANDO KITS LABORATORIAIS E INSUMOS, PARA ATENDER AS DEMANDAS DO LABORATÓRIO MUNICIPAL EDMUNDO FRANCISCO DE MELO, DE PLANALTO DA SERRA-MT, conforme condições, quantidades e exigências estabelecidos no Termo de Referência. CONTRATADA: Stolf Distribuidora e Serviços LTDA. CNPJ:40.215.862/0001-56.VIGÊNCIA: 07/07/2025 à 07/07/2026. VALOR GLOBAL: R$ 33.991,00. NATAL ALVES DE ASSIS SOBRINHO – PREFEITO DE PLANALTO DA SERRA. xyxy=(14,940,220,1237)
notice-title: GOVERNO DO ESTADO DE MATO GROSSO SESP - SECRETARIA DE ESTADO DE SEGURANÇA PÚBLICA AVISO DE ADENDO E NOVA DATA - PREGÃO ELETRÔNICO Nº 021/2025/SESP-MT PROCESSO Nº SESP-PRO-2025/12716 xyxy=(804,71,1060,121)
ifood-logo: ifood xyxy=(876,1482,904,1495)
advertise-label-2: CONOSCO xyxy=(786,1596,900,1622)
notice-body: A Prefeitura Municipal de Paranatinga - MT CNPJ 15.023.971/0001-24, através do Pregoeiro Devenilson da Silva, nomeado pela portaria nº. 069/2025, torna público para o conhecimento dos interessados a Homologação do Processo de Pregão Eletrônico nº. 16/2025, regido pela Lei Federal nº 14.1333/2021 e Lei Complementar nº 123, de 14 de dezembro de 2006 que institui o Estatuto Nacional da ME da EPP e demais legislações complementares. Objeto: Constitui Objeto de Presente Licitação o Registro de Preços para Futura e Eventual Aquisição de gêneros alimentícios para alimentação escolar das Escolas e Creches municipais, atendendo a solicitação da Secretaria Municipal de Educação de Paranatinga – MT. Conforme especificações contidas no Edital, Termo de Referência e seus anexos. FORNECEDOR: ATACADO DAS CESTAS LTDA CNPJ 44.596.739/0001-83 Valor Total do Fornecedor: R$ 483.303,05. FORNECEDOR: DARLU INDUSTRIA TEXTIL LTDA CNPJ 40.223.196/0001-79 Valor Total do Fornecedor: R$ 4.470,00. FORNECEDOR: E. R. LOPES LTDA CNPJ 08.656.178/0001-05 Valor Total do Fornecedor: R$ 1.532.582,65. FORNECEDOR: JOANA D. TEIXEIRA LTDA CNPJ 57.452.337/0001-57 Valor Total do Fornecedor: R$ 330.655,80. FORNECEDOR: MERCADO LIDERANCA LTDA CNPJ 43.984.290/0001-68 Valor Total do Fornecedor: R$ 93.660,00. FORNECEDOR: PRIMAVERA INDUSTRIA IMPORTACAO EXPORTACAO E COMERCIO ATACADISTA DE ALHO LTDA CNPJ 24.296.161/0001-32 Valor Total do Fornecedor: R$ 90.554,00. Departamento de Licitações e Contratos. Paranatinga - MT, em 08 de julho de 2025. xyxy=(14,1285,220,1663)
notice-signature: Rondonópolis-MT, 09 de julho de 2025. NICHOLAS ANDRÉ FERREIRA MARTINS Superintendente de Compras e Licitações xyxy=(852,1301,1012,1331)
notice-body: OBJETO: Concessão dos serviços públicos de operação, conservação, manutenção e realização dos investimentos necessários à exploração do Sistema Rodoviário Estadual, composto pelo LOTE 3. Rodovias MT-010, MT-246, MT-401 e MT-402. Trecho: Fim do perímetro urbano de Cuiabá (anel viário de Cuiabá) – Entr. MT-401 (Rov. Agauçu) – Entr. BR-163/364 (B), Entr. BR-070 – Entr. BR-163/364 (B) (Rosário Oeste), com extensão total de 161,37km. Lote ÚNICO. Torna público para conhecimento dos interessados que o processo licitatório epigrafe, e cuja sessão de abertura de propostas estava agendada para o dia 14 de março de 2025 às 14h30 e sede da B3 localizada na cidade de São Paulo, foi declarado DESERTA, em virtude da ausência de propostas válidas apresentadas por licitantes até o dia e horário limite para recebimento, conforme previsto no edital. Informações gerais: telefone nº: (65) 3613-0529 e email: cpl@sinfra.mt.gov.br. Cuiabá/MT, 09 de julho de 2025. xyxy=(462,131,758,253)
notice-body: A Secretaria de Estado de Segurança Pública – SESP torna público que está disponível no Portal de Aquisições, da Secretaria de Estado de Planejamento e Gestão do Governo de Mato Grosso – SEPLAG/MT https://aquisicoes.gestao.mt.gov.br/sgc/faces/pub/sgc/licitacao/PropostaFornecedorEDLConsultaPageList.jsp o ADENDO ao Edital do PREGÃO ELETRÔNICO PARA REGISTRO DE PREÇOS Nº 021/2025/SESP-MT, cujo objeto é a contratação de empresa especializada para locação, instalação, remoção, assistência técnica e manutenção preventiva e corretiva de catracas e cancelas para o Sistema de Controle de Acesso. O certame será realizado conforme os parâmetros abaixo: LANÇAMENTO E ENVIO DA(S) PROPOSTA (S) NO SIAG: de 09/07/2025 até o dia 23/07/2025, período integral, exceto quanto ao dia da abertura da sessão em que o horário máximo de aceitação estará condicionado a 15 minutos antes do início da mesma, ou seja, até as 08h15min – Horário local (Cuiabá/MT). PRAZO PARA PEDIDOS DE ESCLARECIMENTOS E IMPUGNAÇÕES: Até o dia 18/07/2025. ABERTURA DAS PROPOSTAS: 23/07/2025 às 08h30min (horário de Cuiabá-MT). Cuiabá-MT, 08 de julho de 2025. xyxy=(778,121,1145,262)
notice-signature: ASSINADO DIGITALMENTE Cleliane Laura Dias Superintendente de Aquisições e Contratos (em substituição legal) SUAC/SAAS/SESP-MT xyxy=(804,264,1060,304)
order-now-label: PEÇA AGORA! xyxy=(781,1463,866,1478)
notice-rondolandia-resultado xyxy=(232,1357,450,1739)
notice-rondonopolis-ratificacao xyxy=(772,793,1092,1052)
